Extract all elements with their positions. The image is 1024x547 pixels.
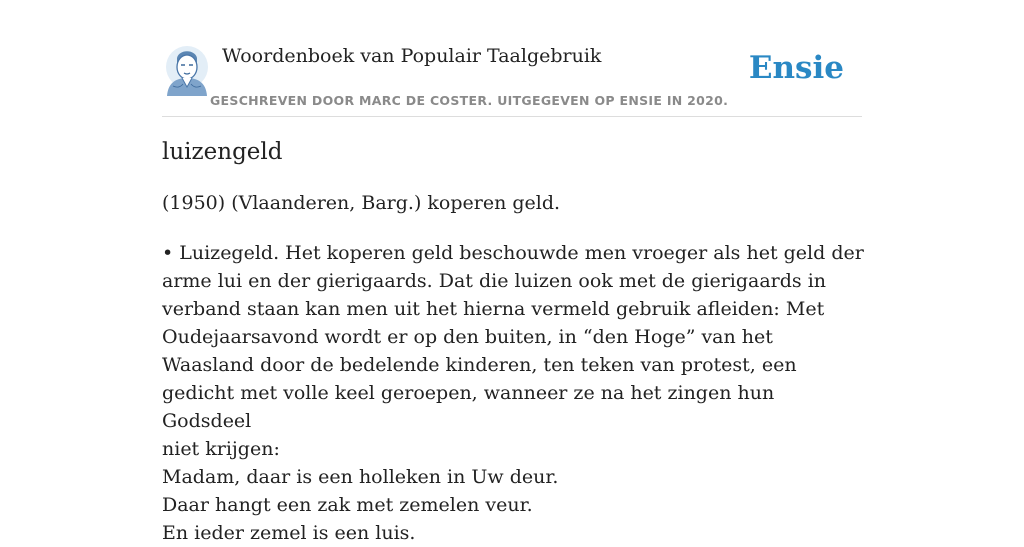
entry-paragraph: • Luizegeld. Het koperen geld beschouwde men vroeger als het geld der arme lui en der gierigaards. Dat die luizen ook met de gierigaards in verband staan kan men uit het hierna vermeld gebruik afleiden: Met Oudejaarsavond wordt er op den buiten, in “den Hoge” van het Waasland door de bedelende kinderen, ten teken van protest, een gedicht met volle keel geroepen, wanneer ze na het zingen hun Godsdeel bbox=[162, 242, 864, 432]
entry-definition: (1950) (Vlaanderen, Barg.) koperen geld. bbox=[162, 192, 561, 214]
verse-line: Daar hangt een zak met zemelen veur. bbox=[162, 494, 533, 516]
entry-body bbox=[162, 239, 868, 547]
verse-line: En ieder zemel is een luis. bbox=[162, 522, 416, 544]
page bbox=[162, 0, 864, 544]
verse-line: Madam, daar is een holleken in Uw deur. bbox=[162, 466, 559, 488]
author-byline: GESCHREVEN DOOR MARC DE COSTER. UITGEGEVEN OP ENSIE IN 2020. bbox=[210, 93, 729, 108]
header bbox=[162, 40, 862, 117]
author-portrait-icon[interactable] bbox=[164, 46, 210, 96]
entry-term: luizengeld bbox=[162, 139, 283, 165]
book-title[interactable]: Woordenboek van Populair Taalgebruik bbox=[222, 45, 602, 67]
verse-line: niet krijgen: bbox=[162, 438, 280, 460]
brand-logo[interactable]: Ensie bbox=[748, 50, 844, 86]
